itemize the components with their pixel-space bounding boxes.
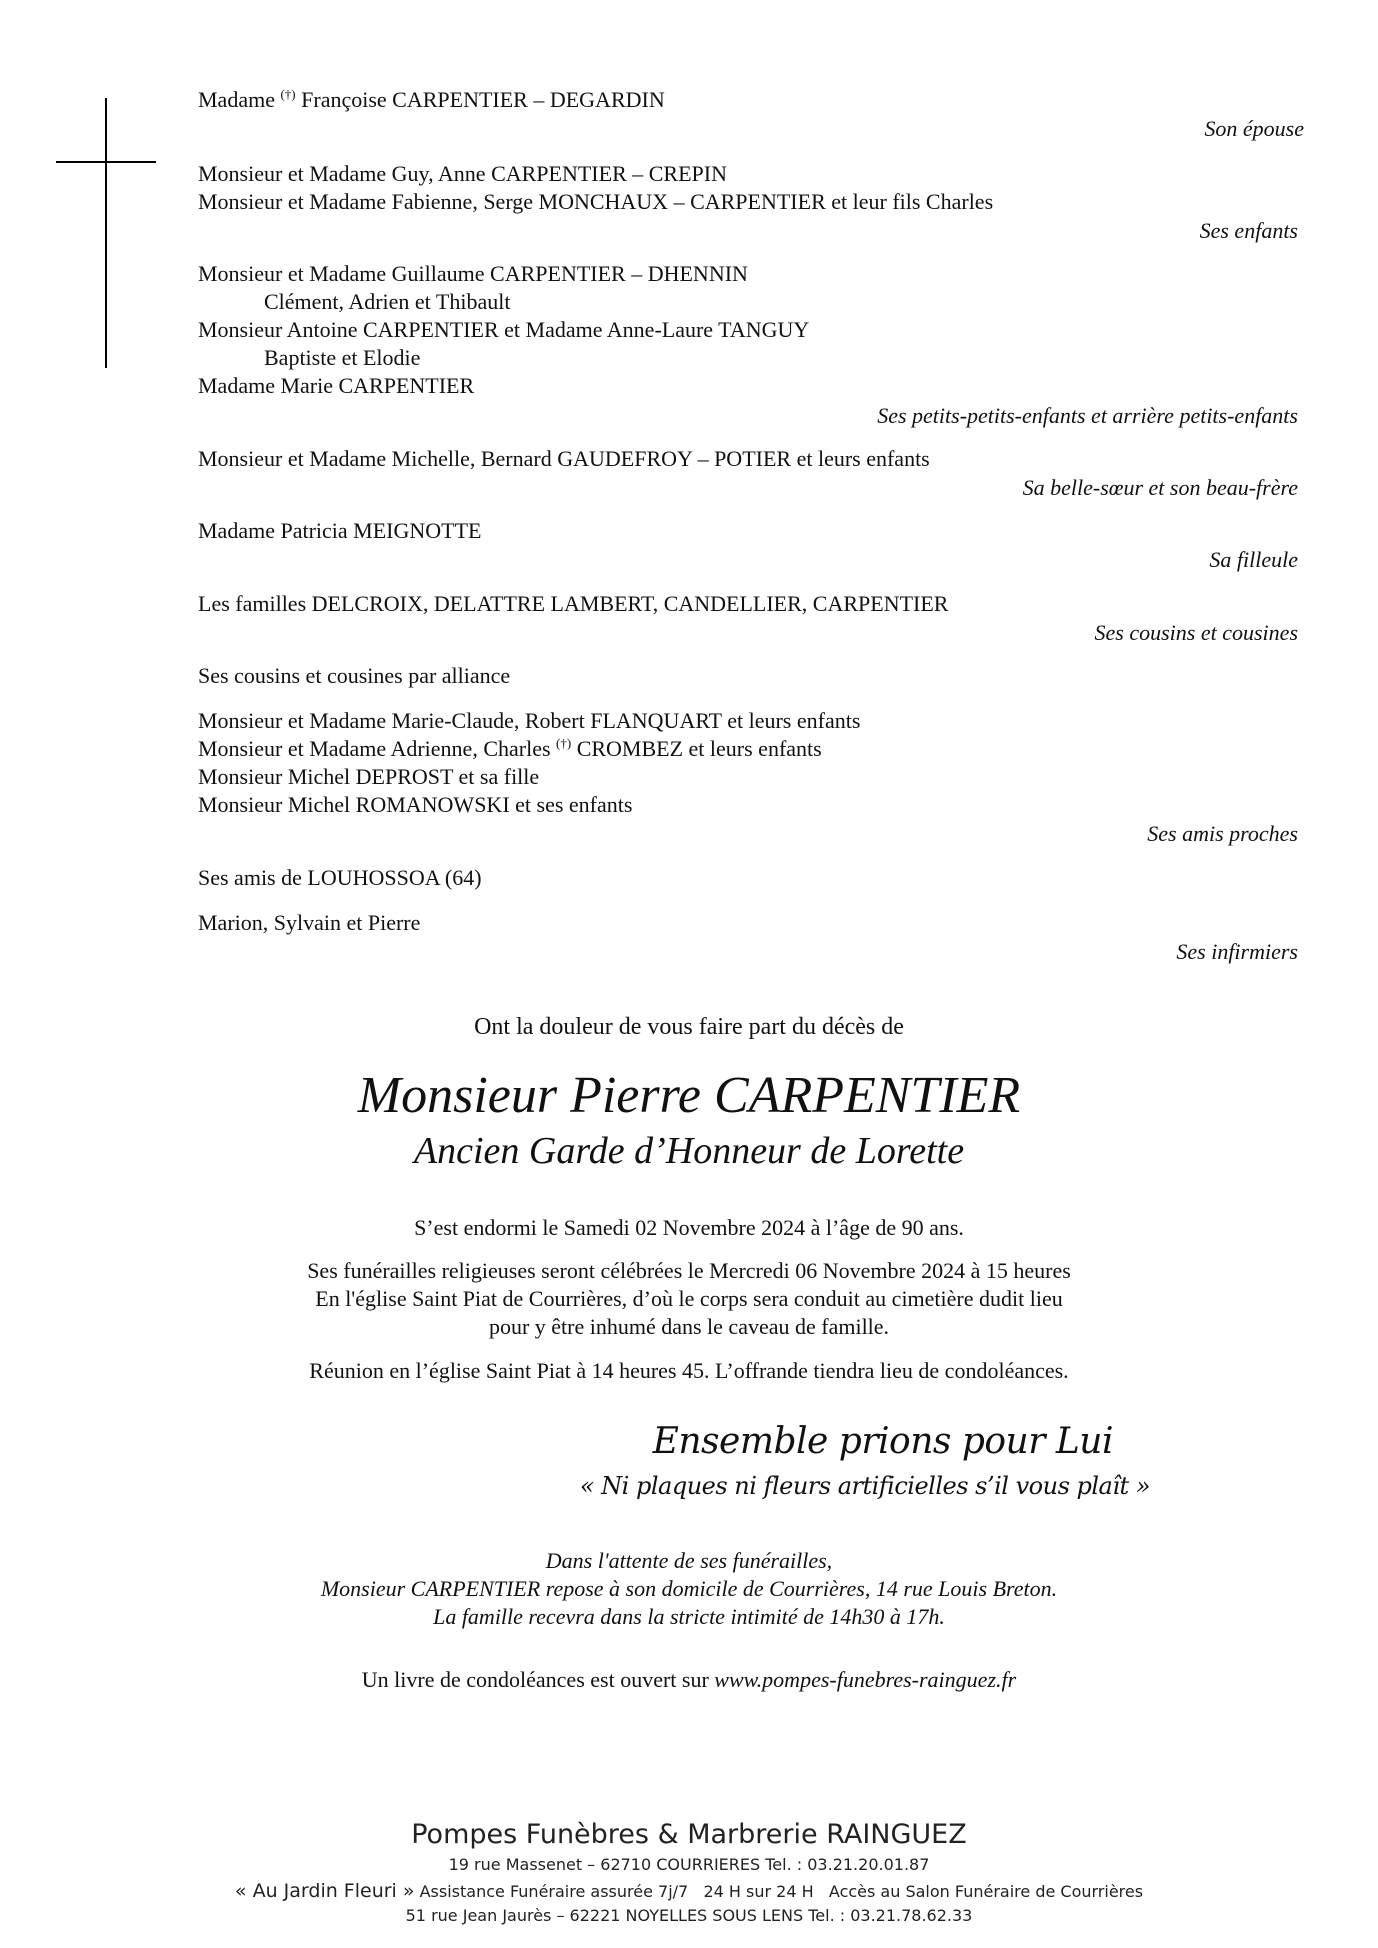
relation-label: Ses amis proches [1147, 821, 1298, 846]
deceased-title: Ancien Garde d’Honneur de Lorette [413, 1130, 965, 1172]
deceased-name: Monsieur Pierre CARPENTIER [357, 1067, 1021, 1124]
family-line: Ses amis de LOUHOSSOA (64) [198, 865, 482, 890]
family-line: Madame Marie CARPENTIER [198, 373, 475, 398]
relation-label: Ses cousins et cousines [1094, 620, 1298, 645]
flowers-note: « Ni plaques ni fleurs artificielles s’il vous plaît » [579, 1472, 1150, 1500]
funeral-line: En l'église Saint Piat de Courrières, d’où le corps sera conduit au cimetière dudit lieu [315, 1286, 1063, 1311]
funeral-line: pour y être inhumé dans le caveau de famille. [488, 1314, 890, 1339]
waiting-line: Dans l'attente de ses funérailles, [545, 1548, 833, 1573]
waiting-line: Monsieur CARPENTIER repose à son domicile de Courrières, 14 rue Louis Breton. [320, 1576, 1058, 1601]
prayer-line: Ensemble prions pour Lui [652, 1421, 1113, 1462]
family-line: Ses cousins et cousines par alliance [198, 663, 511, 688]
family-line: Monsieur et Madame Guy, Anne CARPENTIER – CREPIN [198, 161, 727, 186]
company-name: Pompes Funèbres & Marbrerie RAINGUEZ [411, 1819, 967, 1850]
relation-label: Son épouse [1204, 116, 1304, 141]
cross-icon-bar [56, 161, 156, 163]
family-line: Monsieur et Madame Michelle, Bernard GAUDEFROY – POTIER et leurs enfants [198, 446, 930, 471]
company-address: 19 rue Massenet – 62710 COURRIERES Tel. : 03.21.20.01.87 [448, 1855, 930, 1874]
condolences-line: Un livre de condoléances est ouvert sur www.pompes-funebres-rainguez.fr [361, 1667, 1017, 1692]
family-line: Monsieur Antoine CARPENTIER et Madame Anne-Laure TANGUY [198, 317, 810, 342]
family-line: Monsieur Michel DEPROST et sa fille [198, 764, 540, 789]
announcement-intro: Ont la douleur de vous faire part du décès de [474, 1014, 904, 1040]
family-line: Monsieur et Madame Marie-Claude, Robert FLANQUART et leurs enfants [198, 708, 861, 733]
family-line: Madame Patricia MEIGNOTTE [198, 518, 482, 543]
family-line: Baptiste et Elodie [264, 345, 421, 370]
salon-address: 51 rue Jean Jaurès – 62221 NOYELLES SOUS LENS Tel. : 03.21.78.62.33 [405, 1906, 973, 1925]
family-line: Marion, Sylvain et Pierre [198, 910, 421, 935]
reunion-line: Réunion en l’église Saint Piat à 14 heures 45. L’offrande tiendra lieu de condoléances. [309, 1358, 1069, 1383]
relation-label: Sa belle-sœur et son beau-frère [1022, 475, 1298, 500]
death-date: S’est endormi le Samedi 02 Novembre 2024 à l’âge de 90 ans. [414, 1215, 964, 1240]
cross-icon [105, 98, 107, 368]
family-line: Monsieur et Madame Guillaume CARPENTIER – DHENNIN [198, 261, 748, 286]
family-line: Madame (†) Françoise CARPENTIER – DEGARDIN [198, 86, 665, 112]
condolences-link[interactable]: www.pompes-funebres-rainguez.fr [714, 1667, 1017, 1692]
salon-line: « Au Jardin Fleuri » Assistance Funéraire assurée 7j/7 24 H sur 24 H Accès au Salon Funéraire de Courrières [234, 1880, 1144, 1902]
relation-label: Ses petits-petits-enfants et arrière petits-enfants [877, 403, 1298, 428]
funeral-line: Ses funérailles religieuses seront célébrées le Mercredi 06 Novembre 2024 à 15 heures [307, 1258, 1071, 1283]
family-line: Clément, Adrien et Thibault [264, 289, 511, 314]
family-line: Monsieur Michel ROMANOWSKI et ses enfants [198, 792, 633, 817]
family-line: Les familles DELCROIX, DELATTRE LAMBERT, CANDELLIER, CARPENTIER [198, 591, 949, 616]
waiting-line: La famille recevra dans la stricte intimité de 14h30 à 17h. [433, 1604, 945, 1629]
relation-label: Ses infirmiers [1176, 939, 1298, 964]
family-line: Monsieur et Madame Adrienne, Charles (†) CROMBEZ et leurs enfants [198, 735, 822, 761]
family-line: Monsieur et Madame Fabienne, Serge MONCHAUX – CARPENTIER et leur fils Charles [198, 189, 994, 214]
relation-label: Ses enfants [1199, 218, 1298, 243]
relation-label: Sa filleule [1209, 547, 1298, 572]
